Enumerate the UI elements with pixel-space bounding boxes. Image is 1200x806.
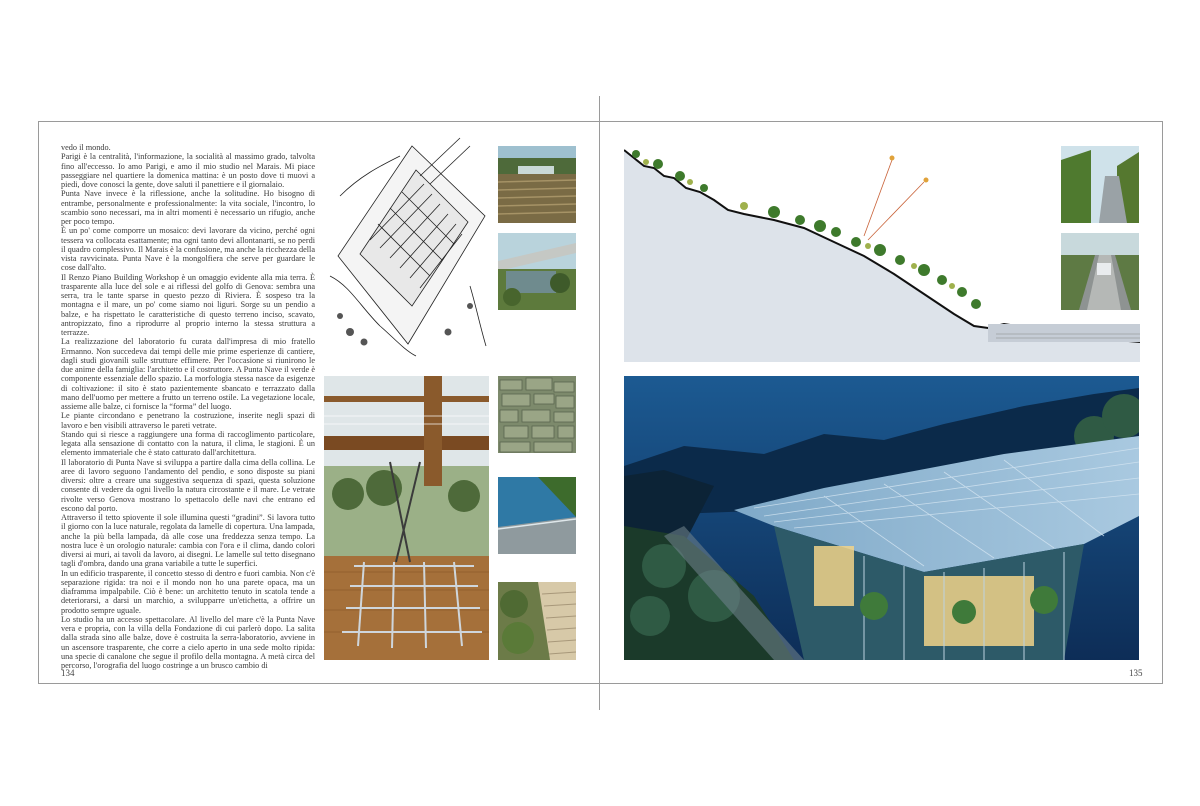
photo-icon	[498, 376, 576, 453]
frame-top-rule	[38, 121, 1163, 122]
frame-left-rule	[38, 121, 39, 684]
photo-icon	[324, 376, 489, 660]
photo-stone-wall	[498, 376, 576, 453]
paragraph: Il Renzo Piano Building Workshop è un omaggio evidente alla mia terra. È trasparente alla luce del sole e ai riflessi del golfo di Genova: sembra una serra, tra le tante sparse in questo pezzo di Riviera. È sospeso tra la montagna e il mare, un po' come siamo noi liguri. Sorge su un pendio a balze, e ha rispettato le caratteristiche di questo terreno inciso, scavato, antropizzato, fino a riprodurre al proprio interno la stessa struttura a terrazze.	[61, 272, 315, 337]
photo-terraced-garden	[498, 146, 576, 223]
paragraph: Il laboratorio di Punta Nave si sviluppa a partire dalla cima della collina. Le aree di lavoro seguono l'andamento del pendio, e sono disposte su piani diversi: oltre a creare una suggestiva sequenza di spazi, questa soluzione consente di vedere da ogni livello la natura circostante e il mare. Le vetrate rivolte verso Genova mostrano lo spettacolo delle navi che entrano ed escono dal porto.	[61, 457, 315, 513]
photo-building-roof	[498, 233, 576, 310]
paragraph: Stando qui si riesce a raggiungere una forma di raccoglimento particolare, legata alla sensazione di contatto con la natura, il clima, le stagioni. È un elemento immateriale che è stato catturato dall'architettura.	[61, 429, 315, 458]
paragraph: Lo studio ha un accesso spettacolare. Al livello del mare c'è la Punta Nave vera e propria, con la villa della Fondazione di cui parlerò dopo. La salita dalla strada sino alle balze, dove è costruita la serra-laboratorio, avviene in un ascensore trasparente, che corre a cielo aperto in una sede molto ripida: una specie di canalone che segue il profilo della montagna. A metà circa del percorso, l'orografia del luogo costringe a un brusco cambio di	[61, 614, 315, 670]
photo-elevator-hillside	[1061, 146, 1139, 223]
frame-right-rule	[1162, 121, 1163, 684]
axonometric-drawing-icon	[320, 136, 492, 360]
photo-icon	[498, 233, 576, 310]
photo-icon	[1061, 233, 1139, 310]
paragraph: Attraverso il tetto spiovente il sole illumina questi “gradini”. Si lavora tutto il giorno con la luce naturale, regolata da lamelle di copertura. Una lampada, anche la più bella lampada, dà alle cose una freddezza senza tempo. La nostra luce è un orologio naturale: cambia con l'ora e il clima, dando colori diversi ai muri, ai tavoli da lavoro, ai disegni. Le lamelle sul tetto disegnano tagli d'ombra, dando una grana variabile a tutte le superfici.	[61, 513, 315, 569]
gutter-rule	[599, 96, 600, 710]
paragraph: La realizzazione del laboratorio fu curata dall'impresa di mio fratello Ermanno. Non succedeva dai tempi delle mie prime esperienze di cantiere, dagli studi giovanili sulle strutture effimere. Per l'occasione si riunirono le due anime della famiglia: l'architetto e il costruttore. A Punta Nave il verde è componente essenziale dello spazio. La morfologia stessa nasce da esigenze di coltivazione: il sito è stato pazientemente sbancato e terrazzato dalla mano dell'uomo per mettere a frutto un terreno ostile. La vegetazione locale, assieme alle balze, ci fornisce la “forma” del luogo.	[61, 337, 315, 411]
paragraph: vedo il mondo.	[61, 143, 111, 152]
photo-elevator-track	[1061, 233, 1139, 310]
photo-icon	[498, 582, 576, 660]
article-text-column	[61, 143, 315, 673]
paragraph: Punta Nave invece è la riflessione, anche la solitudine. Ho bisogno di entrambe, personalmente e professionalmente: la vita sociale, l'incontro, lo scambio sono necessari, ma in altri momenti è necessario un rifugio, anche per poco tempo.	[61, 189, 315, 226]
axonometric-drawing	[320, 136, 492, 360]
photo-icon	[624, 376, 1139, 660]
right-page-number: 135	[1129, 668, 1143, 678]
paragraph: In un edificio trasparente, il concetto stesso di dentro e fuori cambia. Non c'è separazione rigida: tra noi e il mondo non ho una parete opaca, ma un diaframma impalpabile. Ciò è bene: un architetto tenuto in scatola tende a deteriorarsi, a darsi un marchio, a svilupparre un'etichetta, a offrire un prodotto sempre uguale.	[61, 568, 315, 615]
frame-bottom-rule	[38, 683, 1163, 684]
paragraph: Parigi è la centralità, l'informazione, la socialità al massimo grado, talvolta fino all'eccesso. Io amo Parigi, e amo il mio studio nel Marais. Mi piace passeggiare nel quartiere la domenica mattina: è un posto dove ti muovi a piedi, dove conosci la gente, dove saluti il panettiere e il giornalaio.	[61, 152, 315, 189]
photo-garden-stairs	[498, 582, 576, 660]
paragraph: Le piante circondano e penetrano la costruzione, inserite negli spazi di lavoro e ben visibili attraverso le pareti vetrate.	[61, 411, 315, 430]
photo-workshop-night	[624, 376, 1139, 660]
photo-icon	[498, 146, 576, 223]
photo-interior-roof-structure	[324, 376, 489, 660]
photo-icon	[498, 477, 576, 554]
photo-icon	[1061, 146, 1139, 223]
paragraph: È un po' come comporre un mosaico: devi lavorare da vicino, perché ogni tessera va collocata esattamente; ma ogni tanto devi allontanarti, se no perdi il quadro complessivo. Il Marais è la confusione, ma anche la ricchezza della vista ravvicinata. Punta Nave è la mongolfiera che serve per guardare le cose dall'alto.	[61, 226, 315, 273]
photo-sea-view	[498, 477, 576, 554]
left-page-number: 134	[61, 668, 75, 678]
